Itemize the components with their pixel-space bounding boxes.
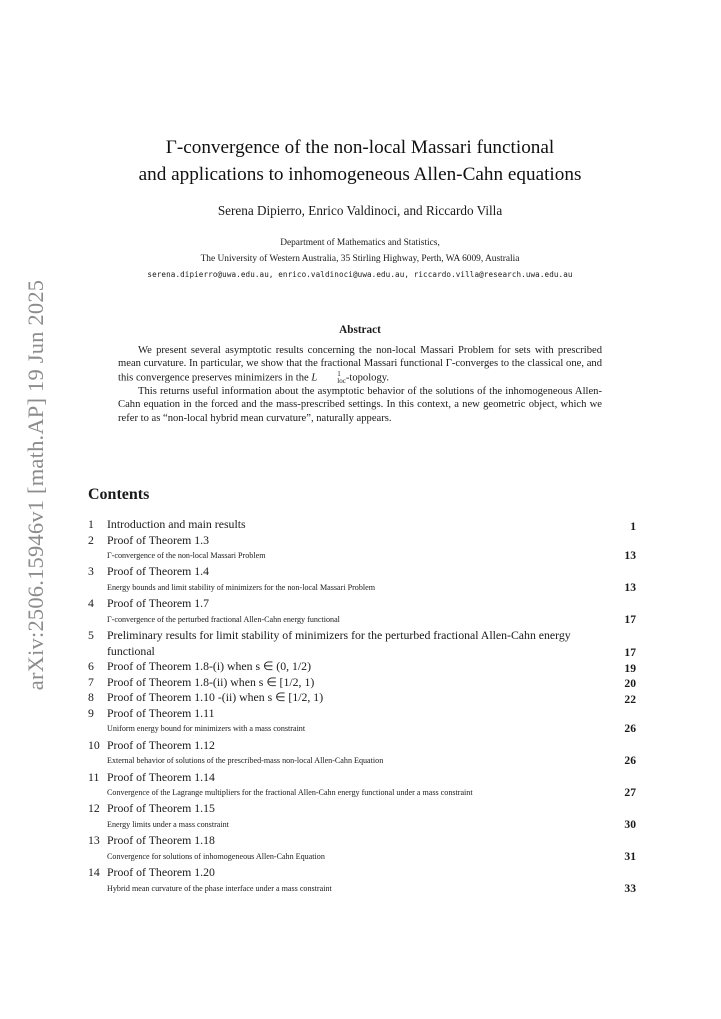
toc-section-number: 1	[88, 517, 94, 531]
toc-entry-heading	[88, 596, 636, 612]
toc-entry-heading	[88, 738, 636, 754]
toc-page-number[interactable]: 13	[624, 549, 636, 562]
toc-page-number[interactable]: 30	[624, 817, 636, 831]
toc-entry[interactable]	[88, 564, 636, 596]
abstract-body	[118, 344, 602, 425]
toc-section-subtitle: Convergence for solutions of inhomogeneous Allen-Cahn Equation	[107, 851, 325, 861]
toc-section-title[interactable]: Proof of Theorem 1.15	[107, 801, 215, 816]
lloc-symbol: L	[311, 372, 318, 384]
toc-page-number[interactable]: 17	[624, 612, 636, 626]
toc-entry[interactable]	[88, 690, 636, 706]
toc-section-title[interactable]: Proof of Theorem 1.7	[107, 596, 210, 611]
toc-entry-heading	[88, 865, 636, 881]
toc-section-number: 8	[88, 690, 94, 705]
toc-section-number: 10	[88, 737, 100, 752]
toc-section-subtitle: Uniform energy bound for minimizers with a mass constraint	[107, 724, 306, 734]
toc-page-number[interactable]: 20	[624, 677, 636, 691]
table-of-contents	[88, 517, 636, 897]
toc-section-number: 3	[88, 564, 94, 579]
toc-entry-heading	[88, 564, 636, 580]
toc-page-number[interactable]: 17	[624, 646, 636, 660]
toc-section-subtitle: Energy limits under a mass constraint	[107, 819, 229, 829]
toc-page-number[interactable]: 26	[624, 754, 636, 768]
toc-section-title[interactable]: Proof of Theorem 1.18	[107, 833, 215, 848]
toc-section-subtitle: Γ-convergence of the non-local Massari Problem	[107, 551, 266, 560]
toc-section-number: 9	[88, 705, 94, 720]
toc-entry[interactable]	[88, 533, 636, 565]
toc-section-number: 13	[88, 833, 100, 848]
toc-section-title[interactable]: Proof of Theorem 1.12	[107, 737, 215, 752]
toc-entry[interactable]	[88, 865, 636, 897]
toc-entry[interactable]	[88, 770, 636, 802]
toc-section-title[interactable]: Proof of Theorem 1.20	[107, 865, 215, 880]
author-list: Serena Dipierro, Enrico Valdinoci, and Riccardo Villa	[217, 203, 503, 218]
toc-section-title[interactable]: Proof of Theorem 1.8-(ii) when s ∈ [1/2, 1)	[107, 674, 315, 689]
toc-page-number[interactable]: 26	[624, 722, 636, 736]
paper-title	[80, 134, 640, 188]
toc-section-subtitle: Convergence of the Lagrange multipliers for the fractional Allen-Cahn energy functional under a mass constraint	[107, 788, 473, 798]
affiliation-university: The University of Western Australia, 35 Stirling Highway, Perth, WA 6009, Australia	[200, 253, 520, 264]
toc-entry[interactable]	[88, 738, 636, 770]
toc-section-number: 7	[88, 674, 94, 689]
toc-section-title[interactable]: Proof of Theorem 1.11	[107, 705, 215, 720]
toc-entry-heading	[88, 770, 636, 786]
toc-section-title[interactable]: Proof of Theorem 1.14	[107, 769, 215, 784]
toc-entry-heading	[88, 517, 636, 533]
abstract-p1-text: We present several asymptotic results concerning the non-local Massari Problem for sets with prescribed mean curvature. In particular, we show that the fractional Massari functional Γ-converges to the classical one, and this convergence preserves minimizers in the	[118, 345, 602, 384]
toc-entry-heading	[88, 690, 636, 706]
lloc-subscript: loc	[337, 376, 346, 385]
arxiv-identifier: arXiv:2506.15946v1 [math.AP] 19 Jun 2025	[23, 279, 49, 691]
abstract-heading: Abstract	[339, 324, 381, 336]
toc-entry[interactable]	[88, 801, 636, 833]
lloc-superscript: 1	[337, 369, 341, 378]
toc-page-number[interactable]: 33	[624, 881, 636, 895]
toc-section-number: 6	[88, 659, 94, 674]
toc-section-title[interactable]: Preliminary results for limit stability of minimizers for the perturbed fractional Allen-Cahn energy functional	[107, 628, 571, 658]
toc-entry[interactable]	[88, 596, 636, 628]
abstract-p1-tail: -topology.	[345, 372, 389, 384]
toc-entry-heading	[88, 659, 636, 675]
toc-page-number[interactable]: 1	[630, 519, 636, 533]
toc-section-subtitle: Hybrid mean curvature of the phase interface under a mass constraint	[107, 883, 332, 893]
toc-section-number: 11	[88, 769, 100, 784]
toc-entry[interactable]	[88, 659, 636, 675]
toc-entry-heading	[88, 533, 636, 549]
title-line-2: and applications to inhomogeneous Allen-Cahn equations	[138, 164, 582, 185]
author-emails: serena.dipierro@uwa.edu.au, enrico.valdinoci@uwa.edu.au, riccardo.villa@research.uwa.edu.au	[147, 270, 573, 279]
toc-entry-heading	[88, 628, 636, 659]
toc-page-number[interactable]: 13	[624, 580, 636, 594]
toc-section-number: 2	[88, 532, 94, 547]
toc-entry[interactable]	[88, 833, 636, 865]
toc-entry[interactable]	[88, 706, 636, 738]
toc-entry-heading	[88, 833, 636, 849]
toc-section-number: 14	[88, 865, 100, 880]
toc-entry-heading	[88, 801, 636, 817]
abstract-paragraph-1	[118, 344, 602, 385]
toc-section-number: 12	[88, 801, 100, 816]
toc-section-subtitle: Γ-convergence of the perturbed fractional Allen-Cahn energy functional	[107, 614, 340, 624]
toc-page-number[interactable]: 22	[624, 692, 636, 706]
toc-page-number[interactable]: 19	[624, 661, 636, 675]
toc-section-subtitle: Energy bounds and limit stability of minimizers for the non-local Massari Problem	[107, 582, 376, 592]
contents-heading: Contents	[88, 486, 150, 503]
arxiv-identifier-stamp	[6, 279, 66, 691]
abstract-paragraph-2: This returns useful information about the asymptotic behavior of the solutions of the inhomogeneous Allen-Cahn equation in the forced and the mass-prescribed settings. In this context, a new geometric object, which we refer to as “non-local hybrid mean curvature”, naturally appears.	[118, 385, 602, 424]
toc-entry[interactable]	[88, 675, 636, 691]
toc-section-title[interactable]: Proof of Theorem 1.4	[107, 564, 210, 579]
title-line-1: Γ-convergence of the non-local Massari functional	[165, 137, 555, 158]
affiliation-block	[60, 236, 660, 283]
toc-section-title[interactable]: Proof of Theorem 1.8-(i) when s ∈ (0, 1/2)	[107, 659, 312, 674]
toc-entry[interactable]	[88, 628, 636, 659]
toc-page-number[interactable]: 27	[624, 786, 636, 800]
toc-section-number: 4	[88, 596, 94, 611]
toc-section-title[interactable]: Proof of Theorem 1.10 -(ii) when s ∈ [1/2, 1)	[107, 690, 324, 705]
toc-section-number: 5	[88, 628, 94, 643]
toc-entry-heading	[88, 706, 636, 722]
toc-section-title[interactable]: Introduction and main results	[107, 517, 246, 531]
toc-section-title[interactable]: Proof of Theorem 1.3	[107, 532, 210, 547]
toc-page-number[interactable]: 31	[624, 849, 636, 863]
toc-entry-heading	[88, 675, 636, 691]
toc-section-subtitle: External behavior of solutions of the prescribed-mass non-local Allen-Cahn Equation	[107, 756, 384, 766]
affiliation-department: Department of Mathematics and Statistics,	[280, 238, 440, 248]
toc-entry[interactable]	[88, 517, 636, 533]
